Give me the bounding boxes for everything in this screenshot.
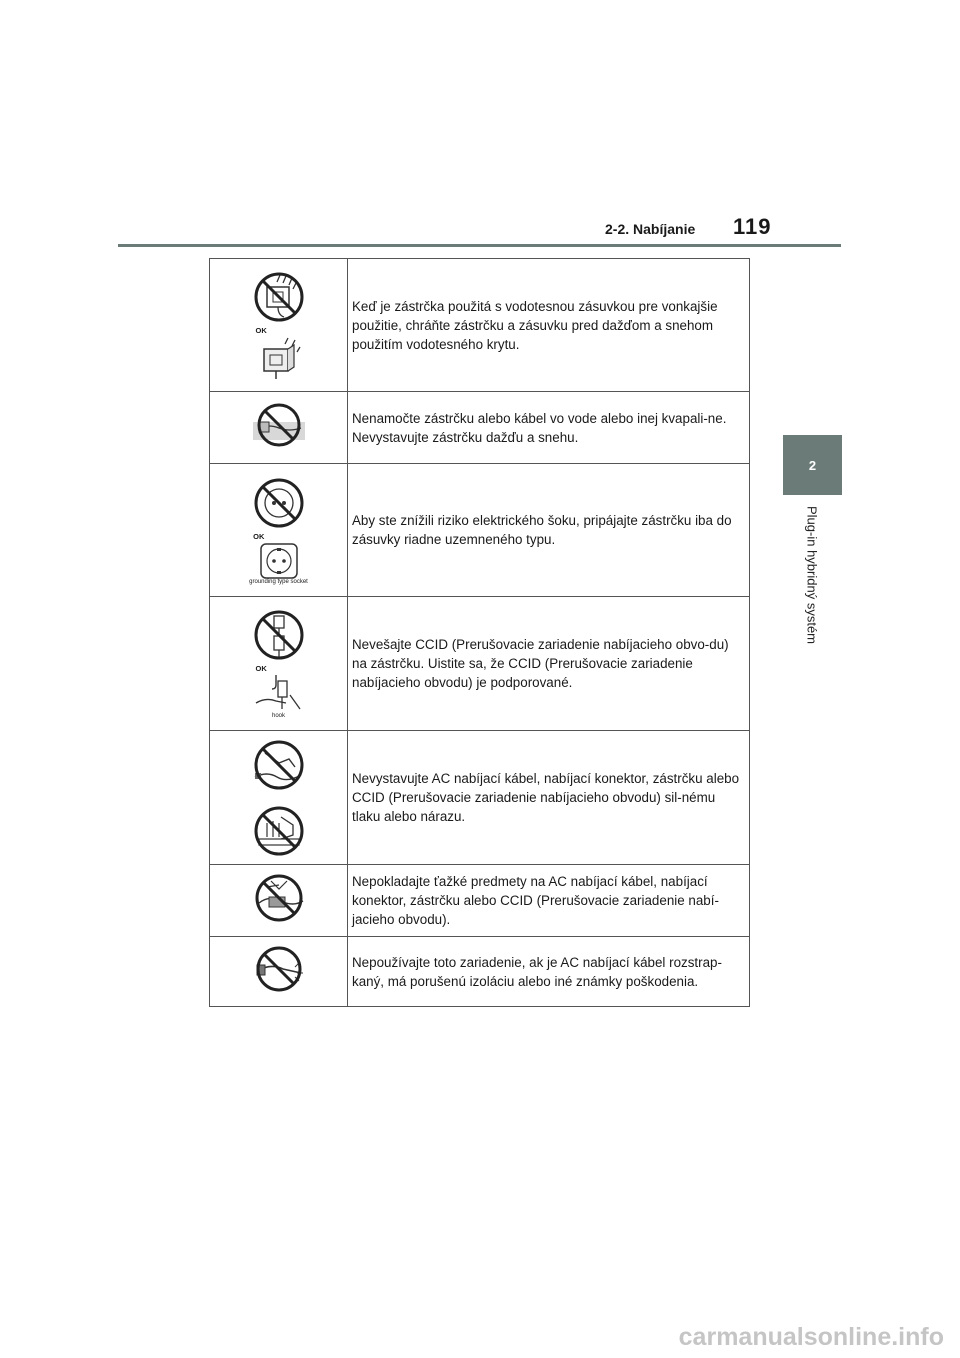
chapter-number: 2: [808, 457, 817, 473]
page-number: 119: [733, 214, 772, 239]
warning-text: Nepokladajte ťažké predmety na AC nabíjací kábel, nabíjací konektor, zástrčku alebo CCID (Prerušovacie zariadenie nabí-jacieho obvodu).: [348, 865, 750, 937]
watermark: carmanualsonline.info: [678, 1323, 944, 1351]
no-hanging-ccid-icon: [252, 608, 306, 662]
icon-cell: [210, 731, 348, 865]
table-row: [210, 937, 750, 1007]
socket-caption: grounding type socket: [249, 578, 308, 585]
no-ungrounded-socket-icon: [252, 476, 306, 530]
warning-text: Nepoužívajte toto zariadenie, ak je AC nabíjací kábel rozstrap-kaný, má porušenú izoláciu alebo iné známky poškodenia.: [348, 937, 750, 1007]
warning-table: [209, 258, 750, 1007]
no-heavy-objects-icon: [251, 873, 307, 923]
no-rain-on-outlet-icon: [252, 270, 306, 324]
ok-label: OK: [253, 531, 265, 541]
grounded-socket-ok-icon: [255, 541, 303, 581]
table-row: [210, 259, 750, 392]
warning-text: Nenamočte zástrčku alebo kábel vo vode alebo inej kvapali-ne. Nevystavujte zástrčku dažďu a snehu.: [348, 392, 750, 464]
warning-text: Keď je zástrčka použitá s vodotesnou zásuvkou pre vonkajšie použitie, chráňte zástrčku a zásuvku pred dažďom a snehom použitím vodotesného krytu.: [348, 259, 750, 392]
ok-label: OK: [255, 664, 267, 673]
no-wet-plug-icon: [251, 402, 307, 448]
icon-cell: [210, 597, 348, 731]
icon-cell: [210, 259, 348, 392]
chapter-label: Plug-in hybridný systém: [804, 506, 820, 644]
no-stepping-on-cable-icon: [251, 737, 307, 793]
icon-cell: [210, 865, 348, 937]
chapter-tab: [783, 435, 842, 495]
ok-label: OK: [255, 325, 267, 335]
icon-cell: [210, 464, 348, 597]
covered-outlet-ok-icon: [252, 335, 306, 381]
hook-caption: hook: [271, 713, 285, 719]
no-damaged-cable-icon: [251, 945, 307, 993]
no-impact-icon: [251, 803, 307, 859]
warning-text: Nevystavujte AC nabíjací kábel, nabíjací konektor, zástrčku alebo CCID (Prerušovacie zariadenie nabíjacieho obvodu) sil-nému tlaku alebo nárazu.: [348, 731, 750, 865]
header-divider: [118, 244, 841, 247]
icon-cell: [210, 937, 348, 1007]
table-row: [210, 464, 750, 597]
icon-cell: [210, 392, 348, 464]
table-row: [210, 392, 750, 464]
table-row: [210, 597, 750, 731]
table-row: [210, 731, 750, 865]
section-title: 2-2. Nabíjanie: [605, 221, 696, 237]
table-row: [210, 865, 750, 937]
warning-text: Nevešajte CCID (Prerušovacie zariadenie nabíjacieho obvo-du) na zástrčku. Uistite sa, že CCID (Prerušovacie zariadenie nabíjacieho obvodu) je podporované.: [348, 597, 750, 731]
warning-text: Aby ste znížili riziko elektrického šoku, pripájajte zástrčku iba do zásuvky riadne uzemneného typu.: [348, 464, 750, 597]
ccid-on-hook-ok-icon: [252, 673, 306, 715]
